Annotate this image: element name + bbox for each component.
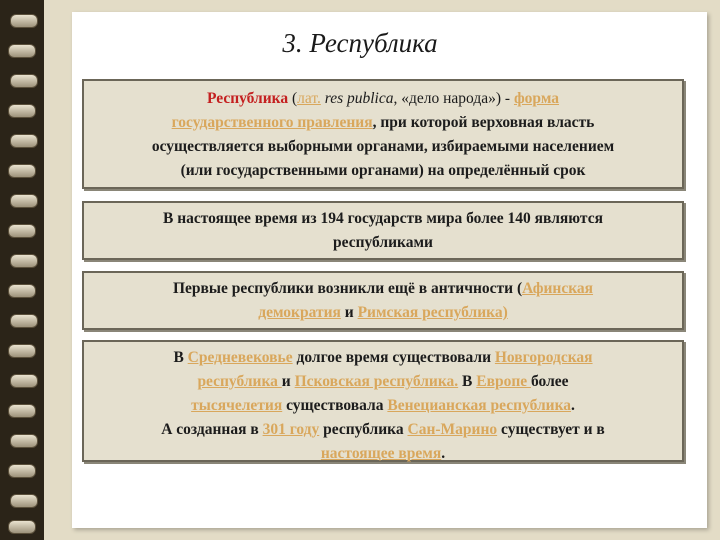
binder-ring-icon [8, 284, 36, 298]
binder-ring-icon [10, 254, 38, 268]
link-pskov-republic[interactable]: Псковская республика. [294, 373, 459, 390]
definition-box [82, 79, 684, 189]
link-novgorod[interactable]: Новгородская [494, 349, 593, 366]
binder-ring-icon [8, 224, 36, 238]
term-republic: Республика [206, 90, 289, 107]
link-venetian-republic[interactable]: Венецианская республика [387, 397, 572, 414]
binder-ring-icon [10, 434, 38, 448]
binder-ring-icon [10, 14, 38, 28]
definition-line-1 [84, 87, 682, 111]
text-fragment: и [340, 304, 358, 321]
antiquity-line-2 [84, 301, 682, 325]
text-fragment: В [173, 349, 188, 366]
text-fragment: более [531, 373, 569, 390]
link-lat[interactable]: лат. [297, 90, 321, 107]
link-europe[interactable]: Европе [476, 373, 531, 390]
link-present-time[interactable]: настоящее время [320, 445, 442, 462]
link-san-marino[interactable]: Сан-Марино [407, 421, 498, 438]
text-fragment: , при которой верховная власть [372, 114, 595, 131]
definition-line-3: осуществляется выборными органами, избираемыми населением [151, 138, 615, 155]
text-fragment: . [571, 397, 575, 414]
link-middle-ages[interactable]: Средневековье [187, 349, 293, 366]
text-fragment: В [458, 373, 477, 390]
text-fragment: . [441, 445, 446, 462]
text-fragment: А созданная в [161, 421, 263, 438]
binder-ring-icon [8, 520, 36, 534]
text-fragment: республика [319, 421, 408, 438]
binder-ring-icon [10, 314, 38, 328]
medieval-line-1 [84, 346, 682, 370]
binder-ring-icon [8, 404, 36, 418]
medieval-line-2 [84, 370, 682, 394]
link-democracy[interactable]: демократия [258, 304, 341, 321]
text-fragment: и [281, 373, 295, 390]
link-government-form[interactable]: государственного правления [171, 114, 373, 131]
binder-ring-icon [10, 74, 38, 88]
text-fragment: существовала [282, 397, 388, 414]
text-fragment: существует и в [497, 421, 605, 438]
medieval-box [82, 340, 684, 462]
binder-ring-icon [10, 194, 38, 208]
antiquity-line-1 [84, 277, 682, 301]
text-fragment: ( [288, 90, 298, 107]
medieval-line-4 [84, 418, 682, 442]
definition-line-2 [84, 111, 682, 135]
binder-ring-icon [8, 104, 36, 118]
link-novgorod-republic[interactable]: республика [197, 373, 282, 390]
binder-ring-icon [8, 164, 36, 178]
definition-line-4: (или государственными органами) на определённый срок [180, 162, 586, 179]
text-fragment: Первые республики возникли ещё в античности ( [172, 280, 523, 297]
link-roman-republic[interactable]: Римская республика) [357, 304, 508, 321]
binder-ring-icon [8, 464, 36, 478]
slide-title: 3. Республика [282, 28, 438, 58]
count-line-1: В настоящее время из 194 государств мира более 140 являются [162, 210, 604, 227]
count-line-2: республиками [333, 234, 433, 251]
link-millennium[interactable]: тысячелетия [191, 397, 283, 414]
link-athens[interactable]: Афинская [522, 280, 594, 297]
binder-ring-icon [8, 344, 36, 358]
count-box [82, 201, 684, 260]
antiquity-box [82, 271, 684, 330]
link-forma[interactable]: форма [513, 90, 560, 107]
text-fragment: долгое время существовали [292, 349, 495, 366]
binder-ring-icon [10, 494, 38, 508]
link-year-301[interactable]: 301 году [262, 421, 320, 438]
binder-ring-icon [10, 374, 38, 388]
binder-ring-icon [10, 134, 38, 148]
latin-phrase: res publica [324, 90, 394, 107]
medieval-line-5 [84, 442, 682, 466]
medieval-line-3 [84, 394, 682, 418]
notebook-spine [0, 0, 44, 540]
text-fragment: , «дело народа») - [393, 90, 514, 107]
